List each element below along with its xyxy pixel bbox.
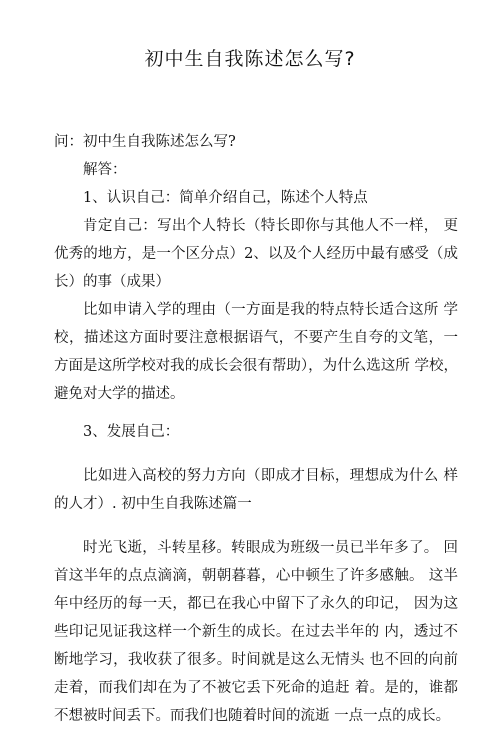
question-paragraph: 问：初中生自我陈述怎么写? [54,134,236,150]
document-title: 初中生自我陈述怎么写? [144,48,356,70]
document-body [54,128,458,730]
answer-label: 解答： [83,162,127,178]
step-1-heading: 1、认识自己：简单介绍自己，陈述个人特点 [83,190,368,206]
reason-paragraph: 比如申请入学的理由（一方面是我的特点特长适合这所 学校，描述这方面时要注意根据语气，不要产生自夸的文笔，一方面是这所学校对我的成长会很有帮助），为什么选这所 学校，避免对大学的描述。 [54,302,458,402]
step-3-heading: 3、发展自己： [83,424,180,440]
goal-paragraph: 比如进入高校的努力方向（即成才目标，理想成为什么 样的人才）. 初中生自我陈述篇一 [54,468,458,512]
essay-paragraph: 时光飞逝，斗转星移。转眼成为班级一员已半年多了。 回首这半年的点点滴滴，朝朝暮暮，心中顿生了许多感触。 这半年中经历的每一天，都已在我心中留下了永久的印记， 因为这些印记见证我这样一个新生的成长。在过去半年的 内，透过不断地学习，我收获了很多。时间就是这么无情头 也不回的向前走着，而我们却在为了不被它丢下死命的追赶 着。是的，谁都不想被时间丢下。而我们也随着时间的流逝 一点一点的成长。 [54,540,458,724]
affirm-self-paragraph: 肯定自己：写出个人特长（特长即你与其他人不一样， 更优秀的地方，是一个区分点）2、以及个人经历中最有感受（成长）的事（成果） [54,218,458,290]
